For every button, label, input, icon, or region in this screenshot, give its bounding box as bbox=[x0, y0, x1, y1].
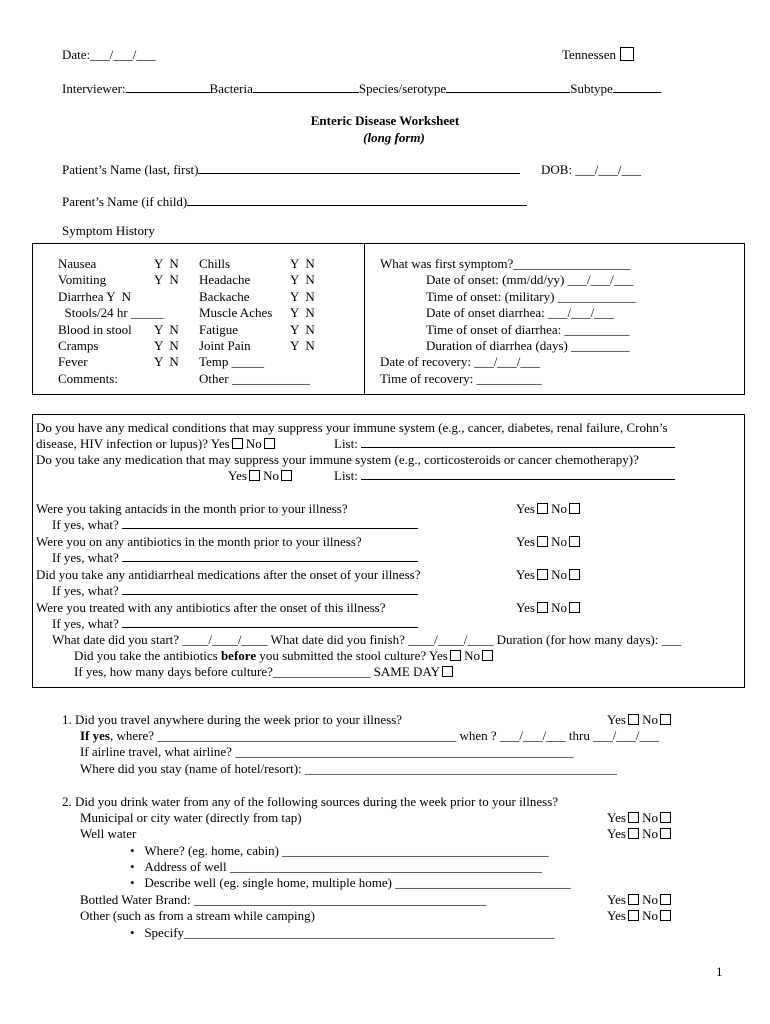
immune-medication-yes-checkbox[interactable] bbox=[249, 470, 260, 481]
antibiotics-after-yn bbox=[516, 600, 580, 615]
no-label: No bbox=[642, 826, 659, 841]
yes-label: Yes bbox=[607, 810, 626, 825]
immune-condition-list-field[interactable] bbox=[361, 436, 675, 448]
list-label: List: bbox=[334, 468, 358, 483]
airline-line[interactable]: If airline travel, what airline? ____________________________________________________ bbox=[80, 744, 574, 759]
subtype-label: Subtype bbox=[570, 81, 613, 96]
travel-yn bbox=[607, 712, 671, 727]
antibiotics-prior-no-checkbox[interactable] bbox=[569, 536, 580, 547]
if-yes-label: If yes, what? bbox=[52, 517, 119, 532]
symptom-label: Joint Pain bbox=[199, 338, 251, 353]
interviewer-label: Interviewer: bbox=[62, 81, 126, 96]
onset-field[interactable]: Time of onset of diarrhea: __________ bbox=[426, 322, 630, 337]
bullet-specify-text: Specify_________________________________________________________ bbox=[144, 925, 555, 940]
symptom-label: Fever bbox=[58, 354, 88, 369]
symptom-label: Vomiting bbox=[58, 272, 107, 287]
page-number: 1 bbox=[716, 964, 723, 979]
symptom-yn[interactable]: Y N bbox=[290, 305, 315, 320]
antibiotics-after-no-checkbox[interactable] bbox=[569, 602, 580, 613]
yes-label: Yes bbox=[516, 600, 535, 615]
bullet-describe-text: Describe well (eg. single home, multiple home) ___________________________ bbox=[144, 875, 571, 890]
yes-label: Yes bbox=[607, 908, 626, 923]
before-pre-text: Did you take the antibiotics bbox=[74, 648, 221, 663]
other-yn bbox=[607, 908, 671, 923]
antidiarrheal-yn bbox=[516, 567, 580, 582]
antidiarrheal-question: Did you take any antidiarrheal medications after the onset of your illness? bbox=[36, 567, 421, 582]
bottled-no-checkbox[interactable] bbox=[660, 894, 671, 905]
symptom-label: Stools/24 hr _____ bbox=[58, 305, 164, 320]
onset-field[interactable]: Time of recovery: __________ bbox=[380, 371, 542, 386]
yes-label: Yes bbox=[210, 436, 230, 451]
days-before-culture bbox=[74, 664, 453, 679]
onset-field[interactable]: Date of onset diarrhea: ___/___/___ bbox=[426, 305, 614, 320]
patient-name-label: Patient’s Name (last, first) bbox=[62, 162, 199, 177]
before-culture-yes-checkbox[interactable] bbox=[450, 650, 461, 661]
bullet-address-text: Address of well ________________________________________________ bbox=[144, 859, 542, 874]
bullet-where-text: Where? (eg. home, cabin) _________________________________________ bbox=[144, 843, 549, 858]
antibiotics-prior-yn bbox=[516, 534, 580, 549]
immune-condition-no-checkbox[interactable] bbox=[264, 438, 275, 449]
patient-name-field[interactable] bbox=[198, 162, 520, 174]
antidiarrheal-what-field[interactable] bbox=[122, 583, 418, 595]
no-label: No bbox=[642, 908, 659, 923]
symptom-label: Fatigue bbox=[199, 322, 238, 337]
symptom-yn[interactable]: Y N bbox=[154, 322, 179, 337]
antibiotics-after-if-yes bbox=[52, 616, 418, 631]
if-yes-bold: If yes bbox=[80, 728, 110, 743]
if-yes-label: If yes, what? bbox=[52, 616, 119, 631]
yes-label: Yes bbox=[516, 534, 535, 549]
no-label: No bbox=[245, 436, 262, 451]
immune-condition-yes-checkbox[interactable] bbox=[232, 438, 243, 449]
symptom-label: Temp _____ bbox=[199, 354, 265, 369]
symptom-yn[interactable]: Y N bbox=[154, 354, 179, 369]
bottled-water-line[interactable]: Bottled Water Brand: _____________________________________________ bbox=[80, 892, 487, 907]
bullet-where[interactable]: • Where? (eg. home, cabin) _________________________________________ bbox=[130, 843, 549, 858]
bullet-specify[interactable]: • Specify_________________________________________________________ bbox=[130, 925, 555, 940]
antacids-yes-checkbox[interactable] bbox=[537, 503, 548, 514]
onset-field[interactable]: Date of recovery: ___/___/___ bbox=[380, 354, 540, 369]
yes-label: Yes bbox=[607, 892, 626, 907]
bullet-address[interactable]: • Address of well ________________________________________________ bbox=[130, 859, 542, 874]
before-post-text: you submitted the stool culture? Yes bbox=[256, 648, 448, 663]
bottled-yes-checkbox[interactable] bbox=[628, 894, 639, 905]
before-bold-text: before bbox=[220, 648, 257, 663]
antibiotics-after-question: Were you treated with any antibiotics after the onset of this illness? bbox=[36, 600, 386, 615]
symptom-label: Backache bbox=[199, 289, 250, 304]
travel-question: 1. Did you travel anywhere during the week prior to your illness? bbox=[62, 712, 403, 727]
no-label: No bbox=[551, 567, 568, 582]
well-yes-checkbox[interactable] bbox=[628, 828, 639, 839]
bacteria-label: Bacteria bbox=[209, 81, 253, 96]
parent-name-label: Parent’s Name (if child) bbox=[62, 194, 188, 209]
no-label: No bbox=[464, 648, 480, 663]
header-line bbox=[62, 81, 661, 96]
interviewer-field[interactable] bbox=[126, 81, 210, 93]
symptom-yn[interactable]: Y N bbox=[290, 338, 315, 353]
no-label: No bbox=[551, 600, 568, 615]
onset-field[interactable]: Time of onset: (military) ____________ bbox=[426, 289, 636, 304]
symptom-box-divider bbox=[364, 243, 365, 394]
symptom-yn[interactable]: Y N bbox=[154, 272, 179, 287]
antacids-question: Were you taking antacids in the month prior to your illness? bbox=[36, 501, 348, 516]
immune-medication-question: Do you take any medication that may suppress your immune system (e.g., corticosteroids or cancer chemotherapy)? bbox=[36, 452, 639, 467]
antidiarrheal-no-checkbox[interactable] bbox=[569, 569, 580, 580]
symptom-yn[interactable]: Y N bbox=[290, 256, 315, 271]
parent-name-row bbox=[62, 194, 527, 209]
municipal-no-checkbox[interactable] bbox=[660, 812, 671, 823]
immune-medication-yn bbox=[228, 468, 292, 483]
antibiotics-after-what-field[interactable] bbox=[122, 616, 418, 628]
other-no-checkbox[interactable] bbox=[660, 910, 671, 921]
tennessee-option[interactable] bbox=[562, 47, 634, 62]
travel-no-checkbox[interactable] bbox=[660, 714, 671, 725]
water-question: 2. Did you drink water from any of the following sources during the week prior to your illness? bbox=[62, 794, 559, 809]
antibiotics-after-yes-checkbox[interactable] bbox=[537, 602, 548, 613]
symptom-label: Other ____________ bbox=[199, 371, 310, 386]
symptom-yn[interactable]: Y N bbox=[290, 272, 315, 287]
municipal-yn bbox=[607, 810, 671, 825]
immune-medication-list bbox=[334, 468, 675, 483]
page-subtitle: (long form) bbox=[363, 130, 425, 145]
symptom-yn[interactable]: Y N bbox=[290, 289, 315, 304]
symptom-label: Comments: bbox=[58, 371, 118, 386]
antibiotics-prior-what-field[interactable] bbox=[122, 550, 418, 562]
symptom-label: Diarrhea Y N bbox=[58, 289, 132, 304]
antibiotic-dates-line[interactable]: What date did you start? ____/____/____ What date did you finish? ____/____/____ Duration (for how many days): ___ bbox=[52, 632, 682, 647]
immune-condition-question-2: disease, HIV infection or lupus)? bbox=[36, 436, 208, 451]
other-water-label: Other (such as from a stream while camping) bbox=[80, 908, 316, 923]
onset-field[interactable]: Date of onset: (mm/dd/yy) ___/___/___ bbox=[426, 272, 634, 287]
symptom-yn[interactable]: Y N bbox=[290, 322, 315, 337]
symptom-label: Chills bbox=[199, 256, 231, 271]
tennessee-checkbox[interactable] bbox=[620, 47, 634, 61]
days-before-label[interactable]: If yes, how many days before culture?_______________ SAME DAY bbox=[74, 664, 440, 679]
bacteria-field[interactable] bbox=[253, 81, 359, 93]
immune-medication-no-checkbox[interactable] bbox=[281, 470, 292, 481]
well-yn bbox=[607, 826, 671, 841]
yes-label: Yes bbox=[607, 826, 626, 841]
yes-label: Yes bbox=[516, 501, 535, 516]
antacids-no-checkbox[interactable] bbox=[569, 503, 580, 514]
list-label: List: bbox=[334, 436, 358, 451]
antacids-if-yes bbox=[52, 517, 418, 532]
antidiarrheal-yes-checkbox[interactable] bbox=[537, 569, 548, 580]
municipal-water-label: Municipal or city water (directly from tap) bbox=[80, 810, 302, 825]
yes-label: Yes bbox=[228, 468, 247, 483]
dob-field[interactable]: DOB: ___/___/___ bbox=[541, 162, 642, 177]
well-no-checkbox[interactable] bbox=[660, 828, 671, 839]
antibiotics-prior-question: Were you on any antibiotics in the month prior to your illness? bbox=[36, 534, 362, 549]
no-label: No bbox=[642, 712, 659, 727]
travel-where-line[interactable] bbox=[80, 728, 659, 743]
before-culture-no-checkbox[interactable] bbox=[482, 650, 493, 661]
municipal-yes-checkbox[interactable] bbox=[628, 812, 639, 823]
yes-label: Yes bbox=[516, 567, 535, 582]
symptom-label: Headache bbox=[199, 272, 251, 287]
symptom-label: Nausea bbox=[58, 256, 97, 271]
symptom-yn[interactable]: Y N bbox=[154, 338, 179, 353]
antibiotics-prior-if-yes bbox=[52, 550, 418, 565]
subtype-field[interactable] bbox=[613, 81, 661, 93]
species-label: Species/serotype bbox=[358, 81, 447, 96]
if-yes-label: If yes, what? bbox=[52, 583, 119, 598]
antacids-what-field[interactable] bbox=[122, 517, 418, 529]
symptom-history-heading: Symptom History bbox=[62, 223, 155, 238]
bottled-yn bbox=[607, 892, 671, 907]
immune-medication-list-field[interactable] bbox=[361, 468, 675, 480]
no-label: No bbox=[263, 468, 280, 483]
travel-yes-checkbox[interactable] bbox=[628, 714, 639, 725]
bullet-describe[interactable]: • Describe well (eg. single home, multiple home) ___________________________ bbox=[130, 875, 571, 890]
immune-condition-list bbox=[334, 436, 675, 451]
symptom-yn[interactable]: Y N bbox=[154, 256, 179, 271]
same-day-checkbox[interactable] bbox=[442, 666, 453, 677]
immune-condition-row bbox=[36, 436, 275, 451]
hotel-line[interactable]: Where did you stay (name of hotel/resort): ________________________________________________ bbox=[80, 761, 617, 776]
page-title: Enteric Disease Worksheet bbox=[310, 113, 460, 128]
symptom-label: Cramps bbox=[58, 338, 99, 353]
onset-field[interactable]: What was first symptom?__________________ bbox=[380, 256, 631, 271]
onset-field[interactable]: Duration of diarrhea (days) _________ bbox=[426, 338, 630, 353]
patient-name-row bbox=[62, 162, 520, 177]
antacids-yn bbox=[516, 501, 580, 516]
no-label: No bbox=[642, 892, 659, 907]
antibiotics-before-culture bbox=[74, 648, 493, 663]
parent-name-field[interactable] bbox=[187, 194, 527, 206]
well-water-label: Well water bbox=[80, 826, 137, 841]
immune-condition-question: Do you have any medical conditions that may suppress your immune system (e.g., cancer, diabetes, renal failure, Crohn’s bbox=[36, 420, 668, 435]
antidiarrheal-if-yes bbox=[52, 583, 418, 598]
yes-label: Yes bbox=[607, 712, 626, 727]
tennessee-label: Tennessen bbox=[562, 47, 616, 62]
antibiotics-prior-yes-checkbox[interactable] bbox=[537, 536, 548, 547]
no-label: No bbox=[551, 534, 568, 549]
other-yes-checkbox[interactable] bbox=[628, 910, 639, 921]
no-label: No bbox=[551, 501, 568, 516]
symptom-label: Muscle Aches bbox=[199, 305, 273, 320]
date-field[interactable]: Date:___/___/___ bbox=[62, 47, 156, 62]
travel-where-text: , where? ______________________________________________ when ? ___/___/___ thru ___/___/___ bbox=[109, 728, 659, 743]
no-label: No bbox=[642, 810, 659, 825]
symptom-label: Blood in stool bbox=[58, 322, 132, 337]
species-field[interactable] bbox=[446, 81, 570, 93]
if-yes-label: If yes, what? bbox=[52, 550, 119, 565]
